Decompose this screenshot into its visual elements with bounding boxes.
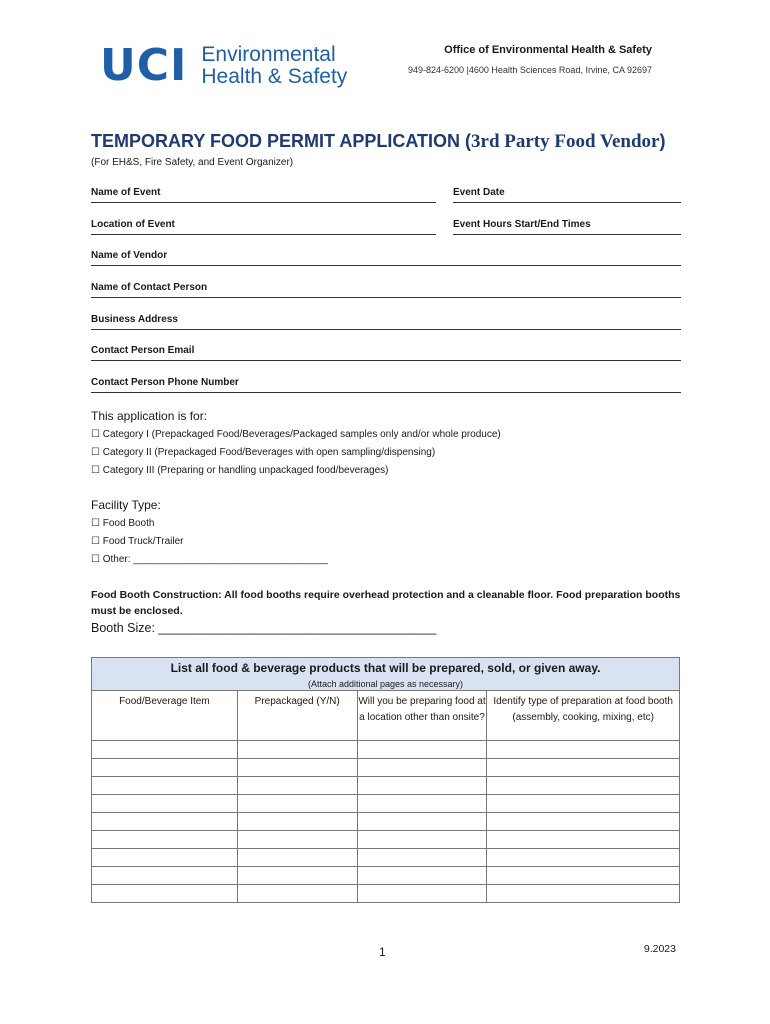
- email-field[interactable]: Contact Person Email: [91, 345, 681, 361]
- table-cell[interactable]: [357, 813, 487, 831]
- page-number: 1: [379, 945, 386, 959]
- title-close: ): [659, 131, 666, 151]
- table-cell[interactable]: [487, 831, 680, 849]
- table-cell[interactable]: [237, 795, 357, 813]
- table-cell[interactable]: [357, 795, 487, 813]
- location-field[interactable]: Location of Event: [91, 219, 436, 235]
- hours-field[interactable]: Event Hours Start/End Times: [453, 219, 681, 235]
- for-note: (For EH&S, Fire Safety, and Event Organizer): [91, 157, 294, 168]
- table-row: [92, 795, 680, 813]
- application-section: [91, 409, 501, 483]
- application-heading: This application is for:: [91, 409, 208, 423]
- table-row: [92, 849, 680, 867]
- facility-section: [91, 498, 328, 572]
- table-cell[interactable]: [92, 741, 238, 759]
- phone-field[interactable]: Contact Person Phone Number: [91, 377, 681, 393]
- page-title: [91, 131, 665, 153]
- category-3-checkbox[interactable]: ☐ Category III (Preparing or handling unpackaged food/beverages): [91, 465, 389, 476]
- table-row: [92, 813, 680, 831]
- table-row: [92, 759, 680, 777]
- table-cell[interactable]: [92, 795, 238, 813]
- table-attach-note: (Attach additional pages as necessary): [92, 678, 680, 691]
- table-cell[interactable]: [92, 813, 238, 831]
- table-cell[interactable]: [237, 867, 357, 885]
- table-cell[interactable]: [237, 759, 357, 777]
- table-cell[interactable]: [357, 831, 487, 849]
- table-caption: List all food & beverage products that will be prepared, sold, or given away.: [92, 658, 680, 679]
- ehs-logo: [100, 40, 348, 91]
- table-cell[interactable]: [357, 849, 487, 867]
- table-cell[interactable]: [487, 741, 680, 759]
- facility-heading: Facility Type:: [91, 498, 161, 512]
- office-info: [408, 44, 652, 75]
- version-date: 9.2023: [643, 943, 676, 955]
- table-cell[interactable]: [237, 831, 357, 849]
- contact-field[interactable]: Name of Contact Person: [91, 282, 681, 298]
- table-cell[interactable]: [237, 741, 357, 759]
- table-row: [92, 885, 680, 903]
- table-cell[interactable]: [357, 741, 487, 759]
- table-cell[interactable]: [92, 849, 238, 867]
- table-cell[interactable]: [357, 885, 487, 903]
- food-booth-checkbox[interactable]: ☐ Food Booth: [91, 518, 155, 529]
- table-cell[interactable]: [92, 867, 238, 885]
- office-title: Office of Environmental Health & Safety: [444, 44, 652, 56]
- col-header-prepackaged: Prepackaged (Y/N): [237, 691, 357, 741]
- table-cell[interactable]: [92, 777, 238, 795]
- other-checkbox[interactable]: ☐ Other: ___________________________________: [91, 554, 328, 565]
- table-cell[interactable]: [92, 885, 238, 903]
- table-row: [92, 867, 680, 885]
- category-1-checkbox[interactable]: ☐ Category I (Prepackaged Food/Beverages/Packaged samples only and/or whole produce): [91, 429, 501, 440]
- logo-text: [201, 44, 347, 88]
- food-truck-checkbox[interactable]: ☐ Food Truck/Trailer: [91, 536, 184, 547]
- table-cell[interactable]: [487, 867, 680, 885]
- table-cell[interactable]: [357, 867, 487, 885]
- table-cell[interactable]: [487, 885, 680, 903]
- logo-uci: UCI: [100, 40, 188, 91]
- col-header-prep-type: Identify type of preparation at food booth (assembly, cooking, mixing, etc): [487, 691, 680, 741]
- address-field[interactable]: Business Address: [91, 314, 681, 330]
- table-cell[interactable]: [92, 759, 238, 777]
- table-cell[interactable]: [357, 777, 487, 795]
- col-header-offsite: Will you be preparing food at a location other than onsite?: [357, 691, 487, 741]
- table-cell[interactable]: [92, 831, 238, 849]
- table-cell[interactable]: [487, 759, 680, 777]
- event-name-field[interactable]: Name of Event: [91, 187, 436, 203]
- table-cell[interactable]: [487, 849, 680, 867]
- table-row: [92, 741, 680, 759]
- table-cell[interactable]: [487, 795, 680, 813]
- table-cell[interactable]: [237, 885, 357, 903]
- table-cell[interactable]: [237, 777, 357, 795]
- col-header-item: Food/Beverage Item: [92, 691, 238, 741]
- booth-size-field[interactable]: Booth Size: ________________________________________: [91, 621, 437, 635]
- table-cell[interactable]: [357, 759, 487, 777]
- title-main: TEMPORARY FOOD PERMIT APPLICATION (: [91, 131, 472, 151]
- title-sub: 3rd Party Food Vendor: [471, 131, 660, 152]
- logo-line2: Health & Safety: [201, 65, 348, 88]
- logo-line1: Environmental: [201, 43, 336, 66]
- table-cell[interactable]: [237, 849, 357, 867]
- category-2-checkbox[interactable]: ☐ Category II (Prepackaged Food/Beverages with open sampling/dispensing): [91, 447, 436, 458]
- table-cell[interactable]: [487, 777, 680, 795]
- vendor-field[interactable]: Name of Vendor: [91, 250, 681, 266]
- table-row: [92, 831, 680, 849]
- table-cell[interactable]: [487, 813, 680, 831]
- table-row: [92, 777, 680, 795]
- event-date-field[interactable]: Event Date: [453, 187, 681, 203]
- table-cell[interactable]: [237, 813, 357, 831]
- booth-construction-note: Food Booth Construction: All food booths require overhead protection and a cleanable floor. Food preparation booths must be enclosed.: [91, 589, 681, 617]
- office-contact: 949-824-6200 |4600 Health Sciences Road, Irvine, CA 92697: [407, 65, 652, 75]
- food-products-table: [91, 657, 680, 903]
